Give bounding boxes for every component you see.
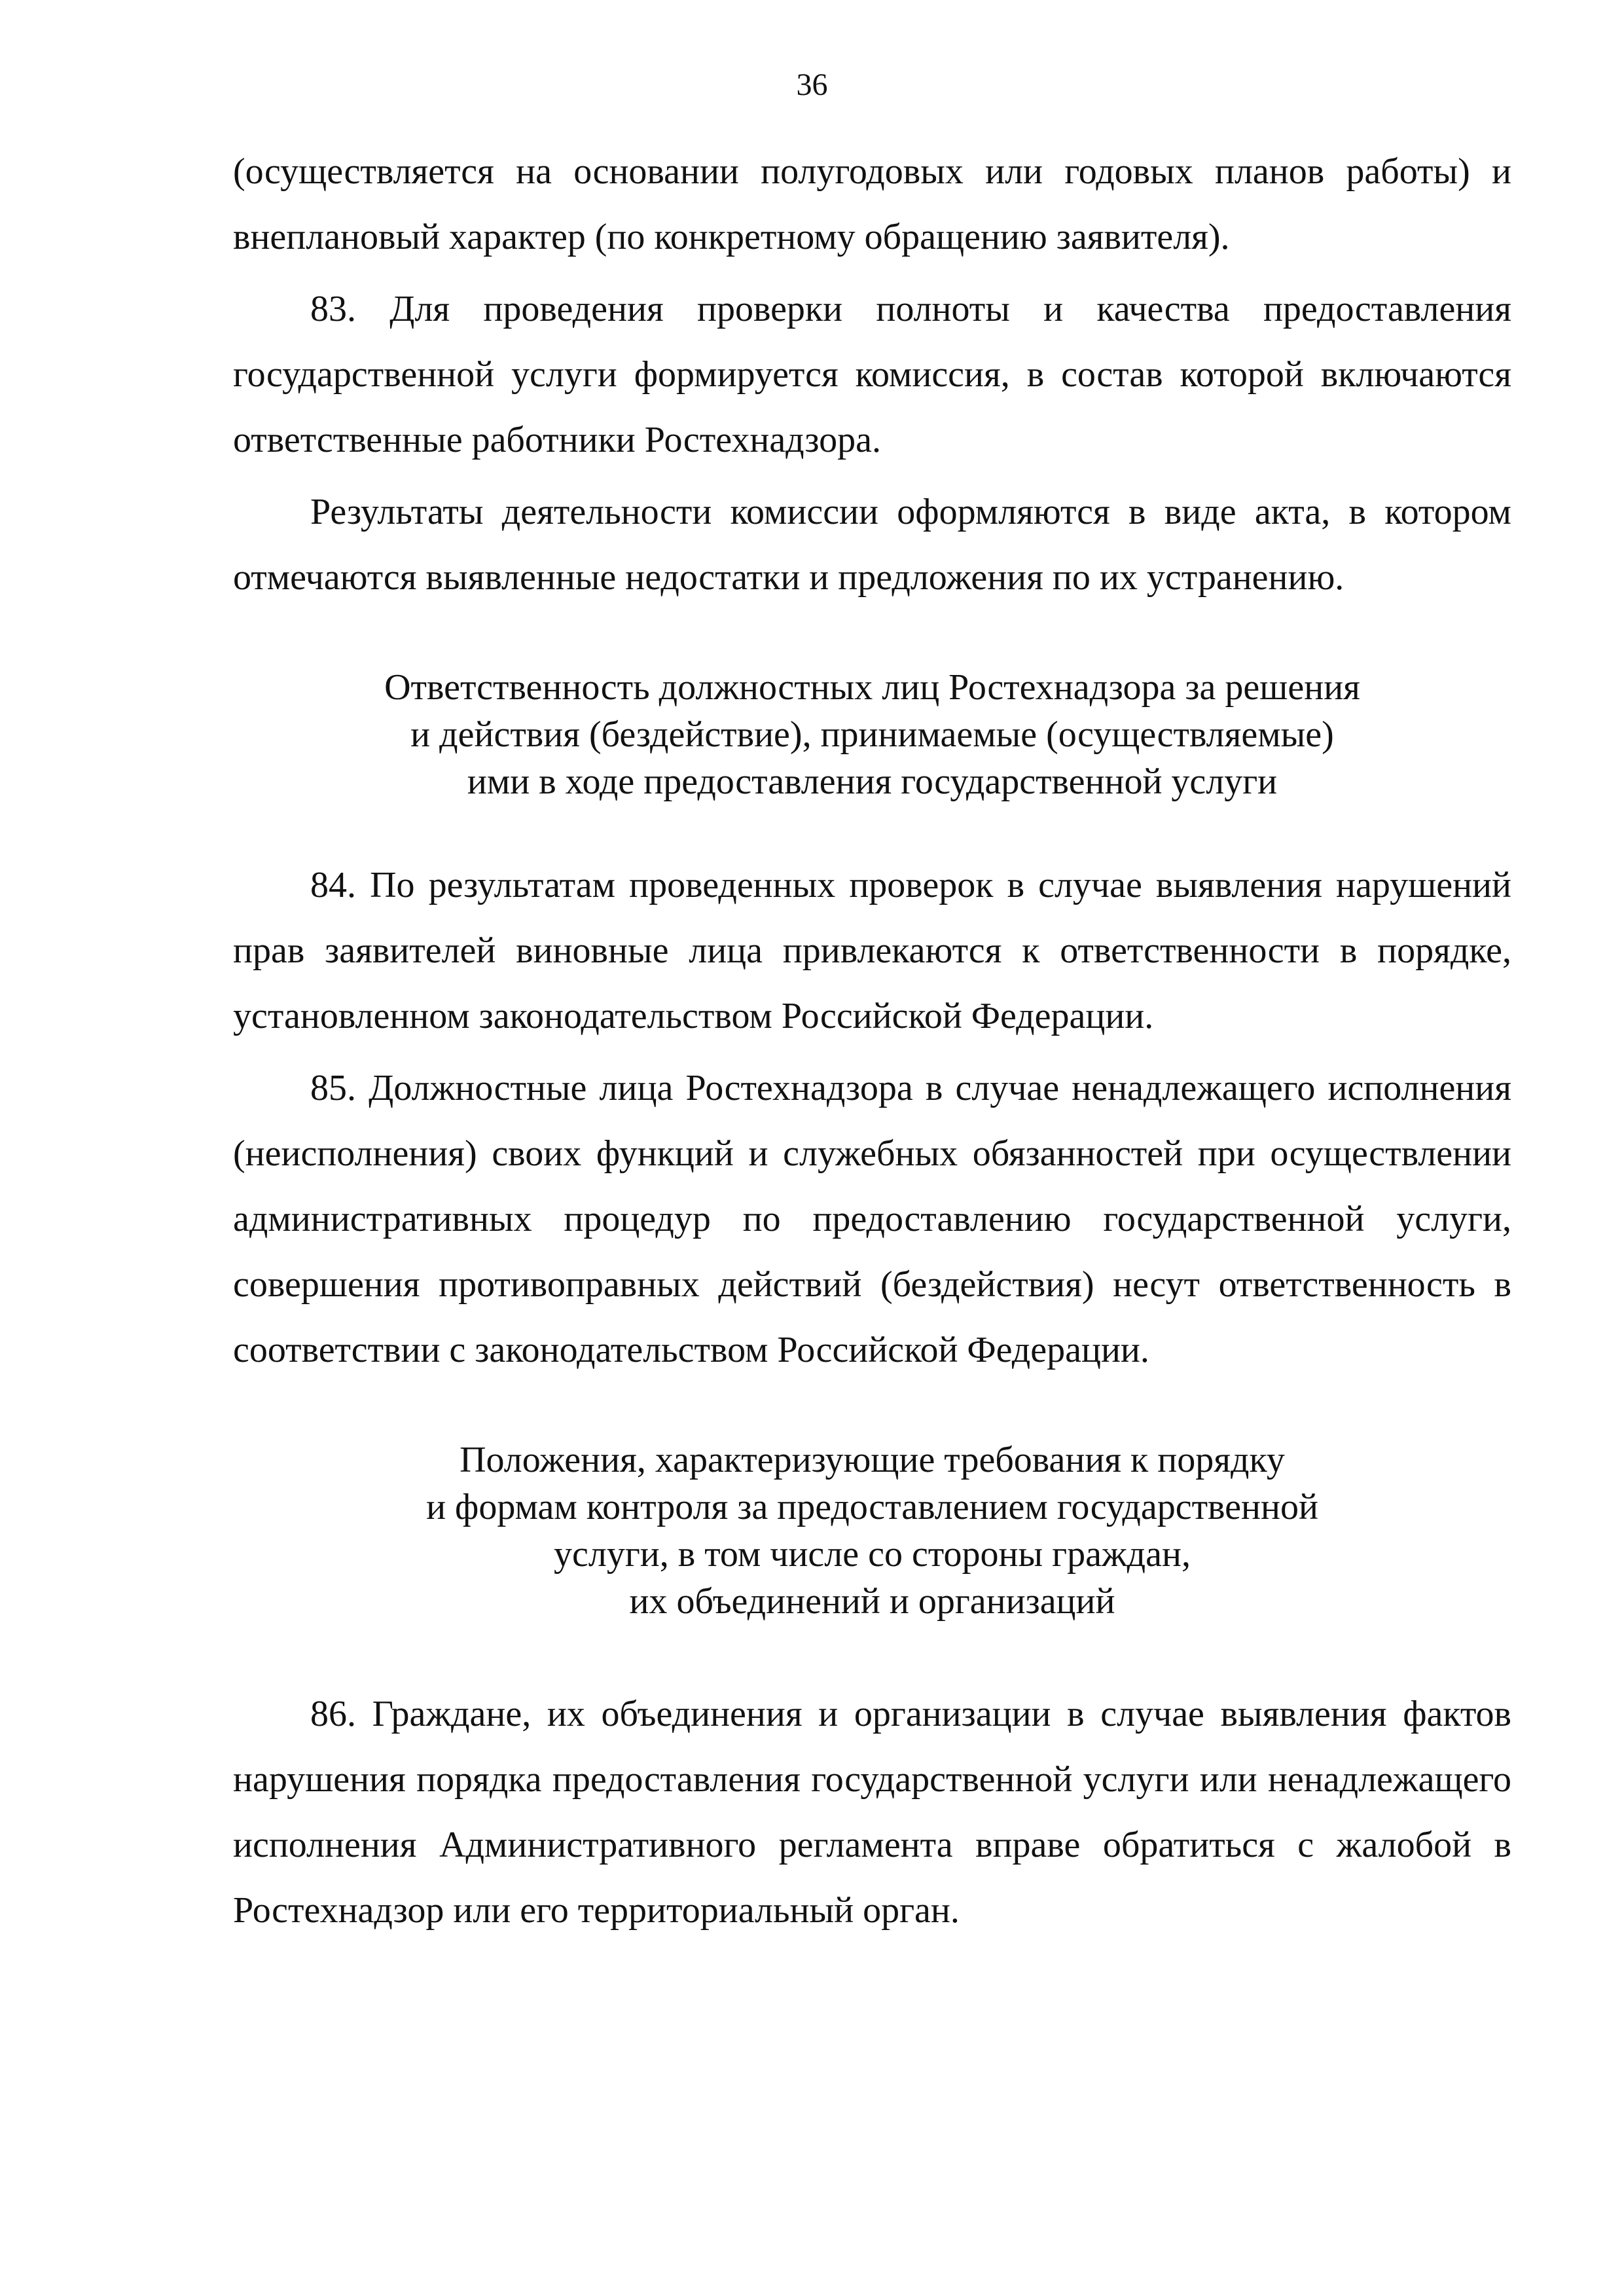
paragraph-84: 84. По результатам проведенных проверок в случае выявления нарушений прав заявителей виновные лица привлекаются к ответственности в порядке, установленном законодательством Российской Федерации. <box>233 865 1511 1036</box>
paragraph-83-results: Результаты деятельности комиссии оформляются в виде акта, в котором отмечаются выявленные недостатки и предложения по их устранению. <box>233 492 1511 598</box>
heading-line: их объединений и организаций <box>629 1581 1115 1622</box>
paragraph-85: 85. Должностные лица Ростехнадзора в случае ненадлежащего исполнения (неисполнения) своих функций и служебных обязанностей при осуществлении административных процедур по предоставлению государственной услуги, совершения противоправных действий (бездействия) несут ответственность в соответствии с законодательством Российской Федерации. <box>233 1068 1511 1370</box>
paragraph-continuation: (осуществляется на основании полугодовых или годовых планов работы) и внеплановый характер (по конкретному обращению заявителя). <box>233 151 1511 257</box>
heading-line: и формам контроля за предоставлением государственной <box>426 1487 1318 1527</box>
heading-line: и действия (бездействие), принимаемые (осуществляемые) <box>410 714 1334 755</box>
heading-line: услуги, в том числе со стороны граждан, <box>554 1534 1191 1575</box>
paragraph-86: 86. Граждане, их объединения и организации в случае выявления фактов нарушения порядка предоставления государственной услуги или ненадлежащего исполнения Административного регламента вправе обратиться с жалобой в Ростехнадзор или его территориальный орган. <box>233 1694 1511 1931</box>
section-heading-responsibility <box>233 664 1511 805</box>
heading-line: Ответственность должностных лиц Ростехнадзора за решения <box>384 667 1360 708</box>
heading-line: ими в ходе предоставления государственной услуги <box>467 761 1278 802</box>
document-body <box>233 139 1511 1943</box>
section-heading-control <box>233 1436 1511 1625</box>
page-number: 36 <box>796 67 828 102</box>
paragraph-83: 83. Для проведения проверки полноты и качества предоставления государственной услуги формируется комиссия, в состав которой включаются ответственные работники Ростехнадзора. <box>233 289 1511 460</box>
heading-line: Положения, характеризующие требования к порядку <box>460 1440 1285 1480</box>
